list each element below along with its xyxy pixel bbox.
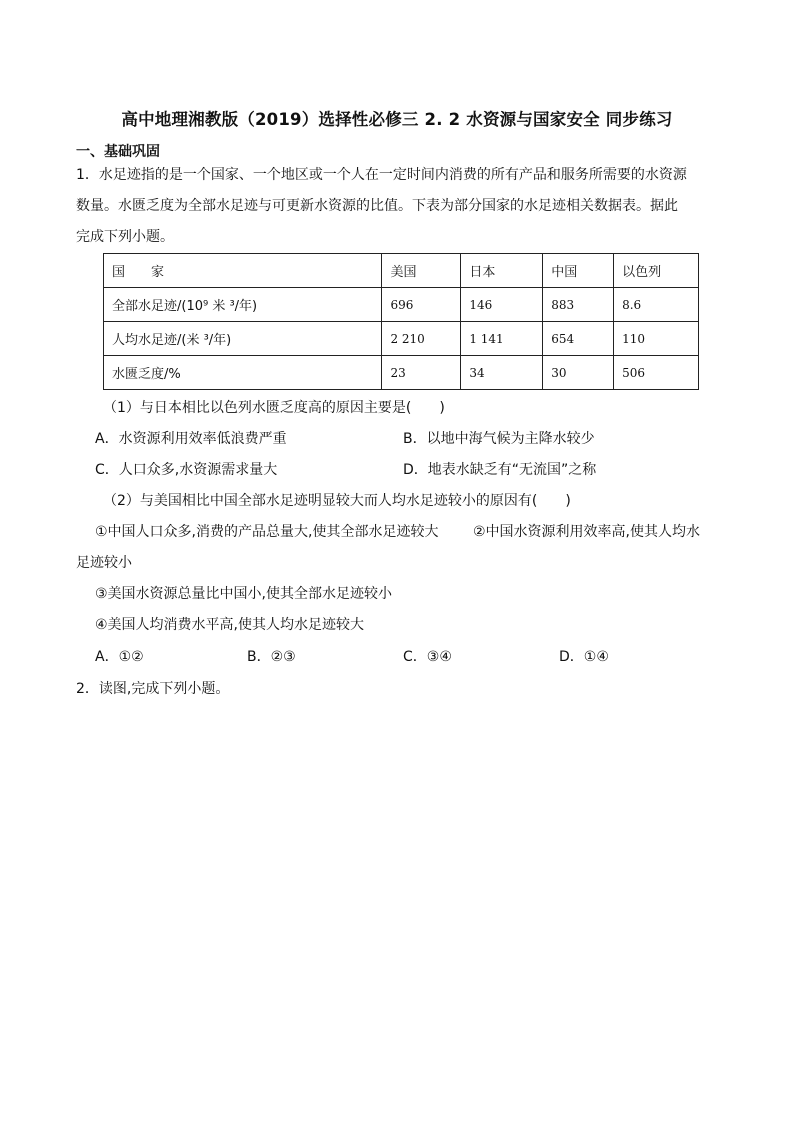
- table-header-cell: 日本: [461, 254, 543, 288]
- table-cell: 2 210: [382, 322, 461, 356]
- sub1-stem: （1）与日本相比以色列水匮乏度高的原因主要是( ): [103, 400, 445, 416]
- table-header-row: [104, 254, 699, 288]
- table-cell: 23: [382, 356, 461, 390]
- table-cell: 110: [614, 322, 699, 356]
- table-cell: 883: [543, 288, 614, 322]
- sub2-option-a: A．①②: [95, 649, 144, 665]
- section-heading: 一、基础巩固: [76, 144, 160, 160]
- sub1-option-d: D．地表水缺乏有“无流国”之称: [403, 462, 597, 478]
- table-cell: 34: [461, 356, 543, 390]
- q1-stem-line2: 数量。水匮乏度为全部水足迹与可更新水资源的比值。下表为部分国家的水足迹相关数据表。据此: [76, 198, 678, 214]
- sub2-statement-2-cont: 足迹较小: [76, 555, 132, 571]
- table-cell: 1 141: [461, 322, 543, 356]
- water-footprint-table: [103, 253, 699, 390]
- table-row: [104, 356, 699, 390]
- sub2-statement-2: ②中国水资源利用效率高,使其人均水: [473, 524, 701, 540]
- table-cell: 30: [543, 356, 614, 390]
- q2-stem: 2．读图,完成下列小题。: [76, 681, 230, 697]
- sub1-option-c: C．人口众多,水资源需求量大: [95, 462, 278, 478]
- sub2-option-d: D．①④: [559, 649, 609, 665]
- table-cell: 8.6: [614, 288, 699, 322]
- sub1-option-a: A．水资源利用效率低浪费严重: [95, 431, 287, 447]
- table-cell: 654: [543, 322, 614, 356]
- sub1-option-b: B．以地中海气候为主降水较少: [403, 431, 595, 447]
- table-header-cell: 美国: [382, 254, 461, 288]
- sub2-statement-4: ④美国人均消费水平高,使其人均水足迹较大: [95, 617, 364, 633]
- sub2-statement-3: ③美国水资源总量比中国小,使其全部水足迹较小: [95, 586, 392, 602]
- q1-stem-line3: 完成下列小题。: [76, 229, 174, 245]
- table-cell: 人均水足迹/(米 ³/年): [104, 322, 382, 356]
- table-cell: 水匮乏度/%: [104, 356, 382, 390]
- page-title: 高中地理湘教版（2019）选择性必修三 2. 2 水资源与国家安全 同步练习: [121, 110, 673, 129]
- table-header-cell: 中国: [543, 254, 614, 288]
- table-row: [104, 322, 699, 356]
- table-cell: 全部水足迹/(10⁹ 米 ³/年): [104, 288, 382, 322]
- table-cell: 696: [382, 288, 461, 322]
- table-row: [104, 288, 699, 322]
- sub2-option-b: B．②③: [247, 649, 296, 665]
- table-cell: 146: [461, 288, 543, 322]
- table-header-cell: 以色列: [614, 254, 699, 288]
- table-header-cell: 国 家: [104, 254, 382, 288]
- sub2-stem: （2）与美国相比中国全部水足迹明显较大而人均水足迹较小的原因有( ): [103, 493, 571, 509]
- table-cell: 506: [614, 356, 699, 390]
- sub2-option-c: C．③④: [403, 649, 452, 665]
- sub2-statement-1: ①中国人口众多,消费的产品总量大,使其全部水足迹较大: [95, 524, 439, 540]
- q1-stem-line1: 1．水足迹指的是一个国家、一个地区或一个人在一定时间内消费的所有产品和服务所需要的水资源: [76, 167, 687, 183]
